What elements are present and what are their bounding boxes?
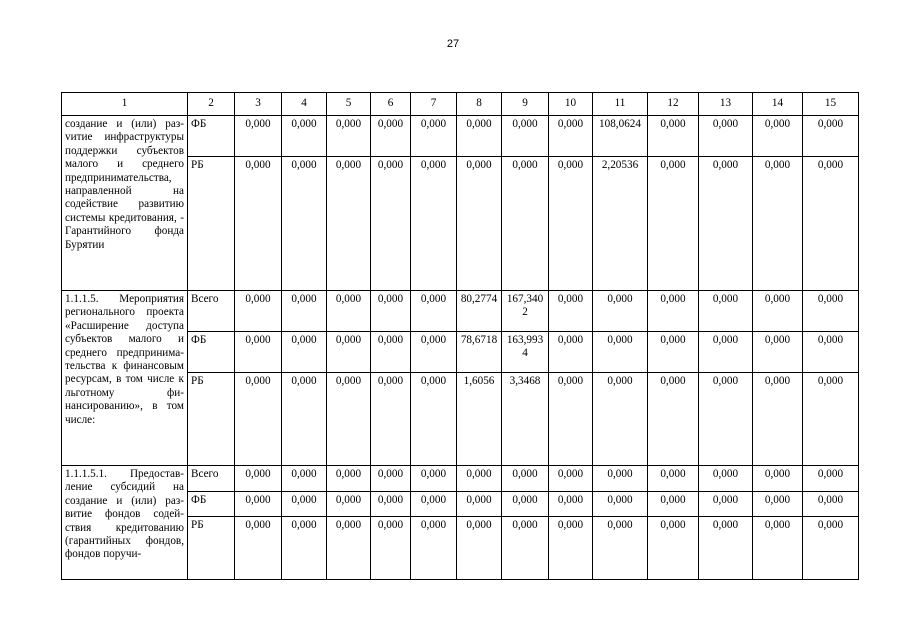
value-cell: 0,000 — [235, 332, 282, 373]
value-cell: 0,000 — [502, 466, 549, 492]
value-cell: 0,000 — [699, 116, 753, 157]
value-cell: 0,000 — [502, 157, 549, 291]
value-cell: 0,000 — [327, 116, 371, 157]
header-cell: 4 — [282, 93, 327, 116]
value-cell: 0,000 — [549, 291, 593, 332]
value-cell: 167,3402 — [502, 291, 549, 332]
value-cell: 0,000 — [648, 157, 699, 291]
value-cell: 0,000 — [648, 332, 699, 373]
header-cell: 11 — [593, 93, 648, 116]
value-cell: 0,000 — [411, 332, 457, 373]
value-cell: 108,0624 — [593, 116, 648, 157]
value-cell: 0,000 — [457, 116, 502, 157]
value-cell: 0,000 — [371, 116, 411, 157]
value-cell: 0,000 — [282, 116, 327, 157]
value-cell: 0,000 — [327, 492, 371, 517]
budget-table — [61, 92, 859, 580]
value-cell: 0,000 — [648, 517, 699, 580]
value-cell: 0,000 — [502, 492, 549, 517]
value-cell: 0,000 — [593, 332, 648, 373]
value-cell: 0,000 — [549, 492, 593, 517]
value-cell: 80,2774 — [457, 291, 502, 332]
value-cell: 0,000 — [411, 492, 457, 517]
value-cell: 0,000 — [327, 466, 371, 492]
value-cell: 0,000 — [648, 492, 699, 517]
funding-source: ФБ — [188, 492, 235, 517]
value-cell: 3,3468 — [502, 373, 549, 466]
value-cell: 78,6718 — [457, 332, 502, 373]
value-cell: 0,000 — [327, 157, 371, 291]
value-cell: 0,000 — [699, 291, 753, 332]
value-cell: 0,000 — [803, 291, 859, 332]
value-cell: 0,000 — [549, 157, 593, 291]
value-cell: 0,000 — [803, 116, 859, 157]
value-cell: 0,000 — [648, 373, 699, 466]
row-description: 1.1.1.5.1. Предоставление субсидий на создание и (или) развитие фондов содействия кредитованию (гарантийных фондов, фондов поручи- — [62, 466, 188, 580]
value-cell: 0,000 — [699, 466, 753, 492]
value-cell: 0,000 — [549, 332, 593, 373]
value-cell: 0,000 — [699, 332, 753, 373]
value-cell: 0,000 — [753, 332, 803, 373]
header-cell: 7 — [411, 93, 457, 116]
value-cell: 0,000 — [753, 373, 803, 466]
value-cell: 0,000 — [235, 116, 282, 157]
value-cell: 0,000 — [753, 517, 803, 580]
value-cell: 0,000 — [753, 466, 803, 492]
header-cell: 10 — [549, 93, 593, 116]
header-cell: 8 — [457, 93, 502, 116]
value-cell: 0,000 — [235, 373, 282, 466]
value-cell: 0,000 — [753, 492, 803, 517]
funding-source: РБ — [188, 157, 235, 291]
value-cell: 0,000 — [235, 517, 282, 580]
value-cell: 0,000 — [371, 373, 411, 466]
table-row — [62, 291, 859, 332]
header-cell: 1 — [62, 93, 188, 116]
value-cell: 0,000 — [593, 517, 648, 580]
value-cell: 0,000 — [371, 157, 411, 291]
header-cell: 3 — [235, 93, 282, 116]
value-cell: 0,000 — [411, 116, 457, 157]
value-cell: 0,000 — [371, 492, 411, 517]
value-cell: 0,000 — [371, 517, 411, 580]
row-description: 1.1.1.5. Мероприятия регионального проекта «Расширение доступа субъектов малого и среднего предпринимательства к финансовым ресурсам, в том числе к льготному финансированию», в том числе: — [62, 291, 188, 466]
value-cell: 0,000 — [235, 157, 282, 291]
value-cell: 0,000 — [282, 492, 327, 517]
value-cell: 0,000 — [549, 116, 593, 157]
funding-source: ФБ — [188, 116, 235, 157]
funding-source: ФБ — [188, 332, 235, 373]
value-cell: 0,000 — [803, 157, 859, 291]
value-cell: 0,000 — [648, 116, 699, 157]
value-cell: 0,000 — [371, 291, 411, 332]
value-cell: 0,000 — [648, 291, 699, 332]
value-cell: 0,000 — [593, 373, 648, 466]
table-header-row — [62, 93, 859, 116]
header-cell: 6 — [371, 93, 411, 116]
value-cell: 0,000 — [282, 332, 327, 373]
value-cell: 0,000 — [699, 373, 753, 466]
value-cell: 0,000 — [502, 116, 549, 157]
header-cell: 2 — [188, 93, 235, 116]
header-cell: 9 — [502, 93, 549, 116]
value-cell: 163,9934 — [502, 332, 549, 373]
funding-source: РБ — [188, 373, 235, 466]
value-cell: 0,000 — [282, 291, 327, 332]
funding-source: Всего — [188, 291, 235, 332]
value-cell: 0,000 — [235, 291, 282, 332]
value-cell: 0,000 — [803, 517, 859, 580]
value-cell: 0,000 — [803, 492, 859, 517]
value-cell: 0,000 — [282, 517, 327, 580]
funding-source: Всего — [188, 466, 235, 492]
header-cell: 14 — [753, 93, 803, 116]
funding-source: РБ — [188, 517, 235, 580]
value-cell: 0,000 — [549, 373, 593, 466]
value-cell: 0,000 — [803, 332, 859, 373]
value-cell: 0,000 — [327, 332, 371, 373]
header-cell: 15 — [803, 93, 859, 116]
value-cell: 0,000 — [699, 157, 753, 291]
value-cell: 0,000 — [699, 492, 753, 517]
value-cell: 0,000 — [371, 466, 411, 492]
value-cell: 0,000 — [803, 466, 859, 492]
value-cell: 1,6056 — [457, 373, 502, 466]
value-cell: 0,000 — [549, 466, 593, 492]
value-cell: 2,20536 — [593, 157, 648, 291]
header-cell: 13 — [699, 93, 753, 116]
header-cell: 12 — [648, 93, 699, 116]
value-cell: 0,000 — [282, 373, 327, 466]
page-number: 27 — [446, 38, 460, 50]
header-cell: 5 — [327, 93, 371, 116]
value-cell: 0,000 — [457, 492, 502, 517]
value-cell: 0,000 — [648, 466, 699, 492]
value-cell: 0,000 — [411, 373, 457, 466]
table-row — [62, 466, 859, 492]
value-cell: 0,000 — [593, 466, 648, 492]
value-cell: 0,000 — [753, 157, 803, 291]
value-cell: 0,000 — [411, 466, 457, 492]
value-cell: 0,000 — [411, 517, 457, 580]
value-cell: 0,000 — [457, 466, 502, 492]
value-cell: 0,000 — [282, 157, 327, 291]
value-cell: 0,000 — [753, 291, 803, 332]
value-cell: 0,000 — [502, 517, 549, 580]
row-description: создание и (или) разvитие инфраструктуры поддержки субъектов малого и среднего предпринимательства, направленной на содействие развитию системы кредитования, - Гарантийного фонда Бурятии — [62, 116, 188, 291]
table-row — [62, 116, 859, 157]
value-cell: 0,000 — [593, 291, 648, 332]
value-cell: 0,000 — [282, 466, 327, 492]
value-cell: 0,000 — [457, 157, 502, 291]
value-cell: 0,000 — [327, 517, 371, 580]
value-cell: 0,000 — [593, 492, 648, 517]
value-cell: 0,000 — [457, 517, 502, 580]
value-cell: 0,000 — [327, 373, 371, 466]
value-cell: 0,000 — [371, 332, 411, 373]
value-cell: 0,000 — [803, 373, 859, 466]
value-cell: 0,000 — [699, 517, 753, 580]
value-cell: 0,000 — [235, 492, 282, 517]
value-cell: 0,000 — [235, 466, 282, 492]
value-cell: 0,000 — [549, 517, 593, 580]
value-cell: 0,000 — [411, 157, 457, 291]
value-cell: 0,000 — [411, 291, 457, 332]
value-cell: 0,000 — [753, 116, 803, 157]
value-cell: 0,000 — [327, 291, 371, 332]
